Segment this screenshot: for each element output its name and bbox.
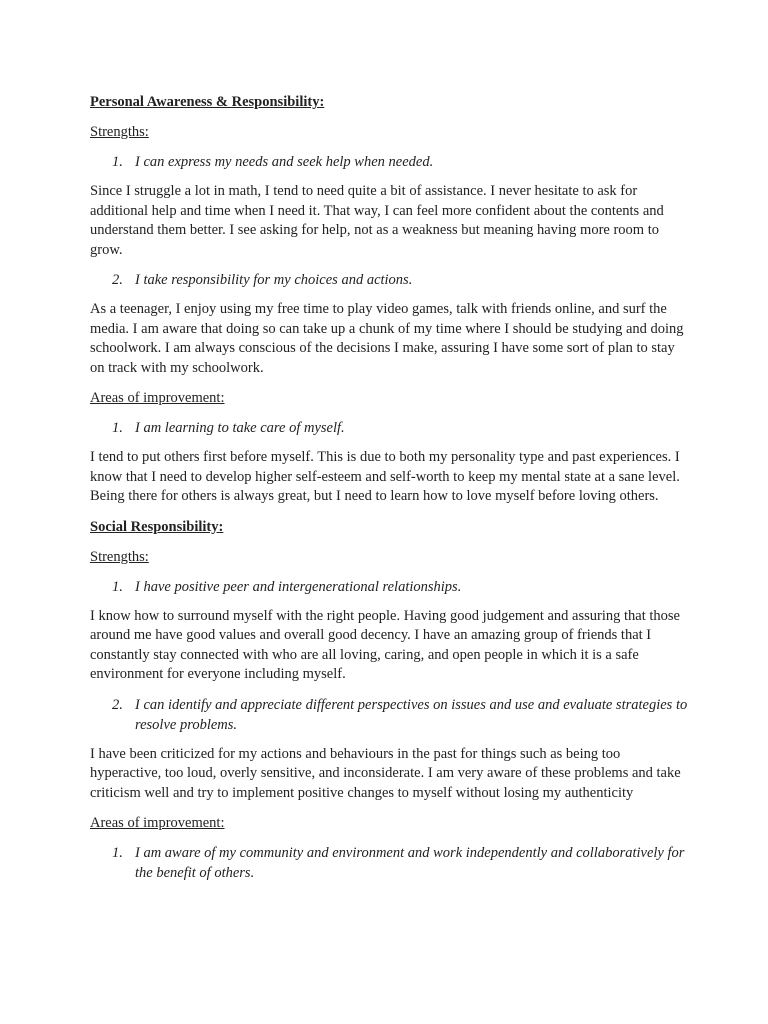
list-item-text: I am aware of my community and environment and work independently and collaboratively for the benefit of others.	[135, 845, 685, 881]
list-item-number: 1.	[112, 578, 123, 595]
list-item	[90, 418, 690, 438]
list-item-text: I am learning to take care of myself.	[135, 420, 345, 436]
list-item-text: I take responsibility for my choices and actions.	[135, 272, 413, 288]
improvement-label: Areas of improvement:	[90, 815, 225, 831]
body-paragraph: I know how to surround myself with the right people. Having good judgement and assuring that those around me have good values and overall good decency. I have an amazing group of friends that I constantly stay connected with who are all loving, caring, and open people in which it is a safe environment for everyone including myself.	[90, 607, 680, 682]
body-paragraph: Since I struggle a lot in math, I tend to need quite a bit of assistance. I never hesitate to ask for additional help and time when I need it. That way, I can feel more confident about the contents and understand them better. I see asking for help, not as a weakness but meaning having more room to grow.	[90, 183, 664, 258]
strengths-label: Strengths:	[90, 548, 149, 565]
list-item	[90, 152, 690, 172]
list-item-number: 2.	[112, 696, 123, 713]
section-heading-personal-awareness: Personal Awareness & Responsibility:	[90, 94, 325, 110]
list-item	[90, 577, 690, 597]
list-item-number: 1.	[112, 420, 123, 436]
list-item-number: 1.	[112, 845, 123, 861]
document-page	[90, 92, 690, 893]
body-paragraph: I tend to put others first before myself. This is due to both my personality type and past experiences. I know that I need to develop higher self-esteem and self-worth to keep my mental state at a sane level. Being there for others is always great, but I need to learn how to love myself before loving others.	[90, 449, 680, 504]
list-item-number: 2.	[112, 272, 123, 288]
improvement-label: Areas of improvement:	[90, 390, 225, 406]
list-item	[90, 270, 690, 290]
list-item-text: I have positive peer and intergenerational relationships.	[135, 578, 462, 595]
list-item	[90, 695, 690, 735]
body-paragraph: As a teenager, I enjoy using my free time to play video games, talk with friends online, and surf the media. I am aware that doing so can take up a chunk of my time where I should be studying and doing schoolwork. I am always conscious of the decisions I make, assuring I have some sort of plan to stay on track with my schoolwork.	[90, 301, 684, 376]
section-heading-social-responsibility: Social Responsibility:	[90, 518, 224, 535]
body-paragraph: I have been criticized for my actions and behaviours in the past for things such as being too hyperactive, too loud, overly sensitive, and inconsiderate. I am very aware of these problems and take criticism well and try to implement positive changes to myself without losing my authenticity	[90, 745, 681, 801]
list-item	[90, 843, 690, 883]
strengths-label: Strengths:	[90, 124, 149, 140]
list-item-text: I can express my needs and seek help when needed.	[135, 154, 434, 170]
list-item-number: 1.	[112, 154, 123, 170]
list-item-text: I can identify and appreciate different perspectives on issues and use and evaluate strategies to resolve problems.	[135, 696, 688, 733]
